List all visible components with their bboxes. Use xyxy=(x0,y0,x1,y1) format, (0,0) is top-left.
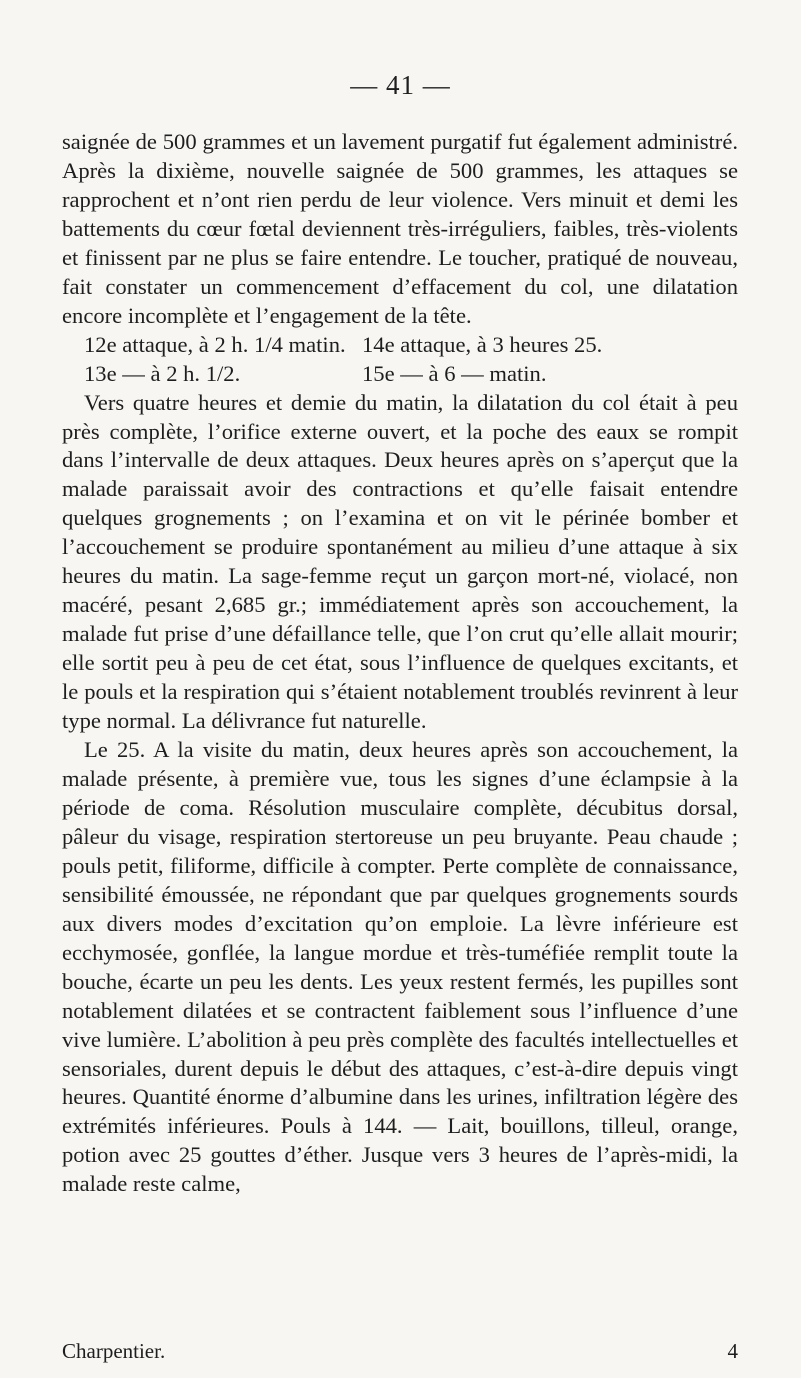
paragraph-2: Vers quatre heures et demie du matin, la dilatation du col était à peu près complète, l’orifice externe ouvert, et la poche des eaux se rompit dans l’intervalle de deux attaques. Deux heures après on s’aperçut que la malade paraissait avoir des contractions et qu’elle faisait entendre quelques grognements ; on l’examina et on vit le périnée bomber et l’accouchement se produire spontanément au milieu d’une attaque à six heures du matin. La sage-femme reçut un garçon mort-né, violacé, non macéré, pesant 2,685 gr.; immédiatement après son accouchement, la malade fut prise d’une défaillance telle, que l’on crut qu’elle allait mourir; elle sortit peu à peu de cet état, sous l’influence de quelques excitants, et le pouls et la respiration qui s’étaient notablement troublés revinrent à leur type normal. La délivrance fut naturelle. xyxy=(62,389,738,734)
attack-15: 15e — à 6 — matin. xyxy=(362,360,547,386)
signature-author: Charpentier. xyxy=(62,1339,166,1363)
paragraph-3: Le 25. A la visite du matin, deux heures après son accouchement, la malade présente, à première vue, tous les signes d’une éclampsie à la période de coma. Résolution musculaire complète, décubitus dorsal, pâleur du visage, respiration stertoreuse un peu bruyante. Peau chaude ; pouls petit, filiforme, difficile à compter. Perte complète de connaissance, sensibilité émoussée, ne répondant que par quelques grognements sourds aux divers modes d’excitation qu’on emploie. La lèvre inférieure est ecchymosée, gonflée, la langue mordue et très-tuméfiée remplit toute la bouche, écarte un peu les dents. Les yeux restent fermés, les pupilles sont notablement dilatées et se contractent faiblement sous l’influence d’une vive lumière. L’abolition à peu près complète des facultés intellectuelles et sensoriales, durent depuis le début des attaques, c’est-à-dire depuis vingt heures. Quantité énorme d’albumine dans les urines, infiltration légère des extrémités inférieures. Pouls à 144. — Lait, bouillons, tilleul, orange, potion avec 25 gouttes d’éther. Jusque vers 3 heures de l’après-midi, la malade reste calme, xyxy=(62,737,738,1197)
attack-14: 14e attaque, à 3 heures 25. xyxy=(362,331,603,357)
attack-row-2 xyxy=(62,360,738,389)
page-number-header: — 41 — xyxy=(350,70,451,100)
signature-footer xyxy=(62,1339,738,1364)
attack-13: 13e — à 2 h. 1/2. xyxy=(84,360,241,386)
body-text xyxy=(62,128,738,1199)
signature-number: 4 xyxy=(727,1339,738,1363)
attack-row-1 xyxy=(62,331,738,360)
paragraph-1: saignée de 500 grammes et un lavement purgatif fut également administré. Après la dixième, nouvelle saignée de 500 grammes, les attaques se rapprochent et n’ont rien perdu de leur violence. Vers minuit et demi les battements du cœur fœtal deviennent très-irréguliers, faibles, très-violents et finissent par ne plus se faire entendre. Le toucher, pratiqué de nouveau, fait constater un commencement d’effacement du col, une dilatation encore incomplète et l’engagement de la tête. xyxy=(62,129,738,328)
attack-12: 12e attaque, à 2 h. 1/4 matin. xyxy=(84,331,346,357)
